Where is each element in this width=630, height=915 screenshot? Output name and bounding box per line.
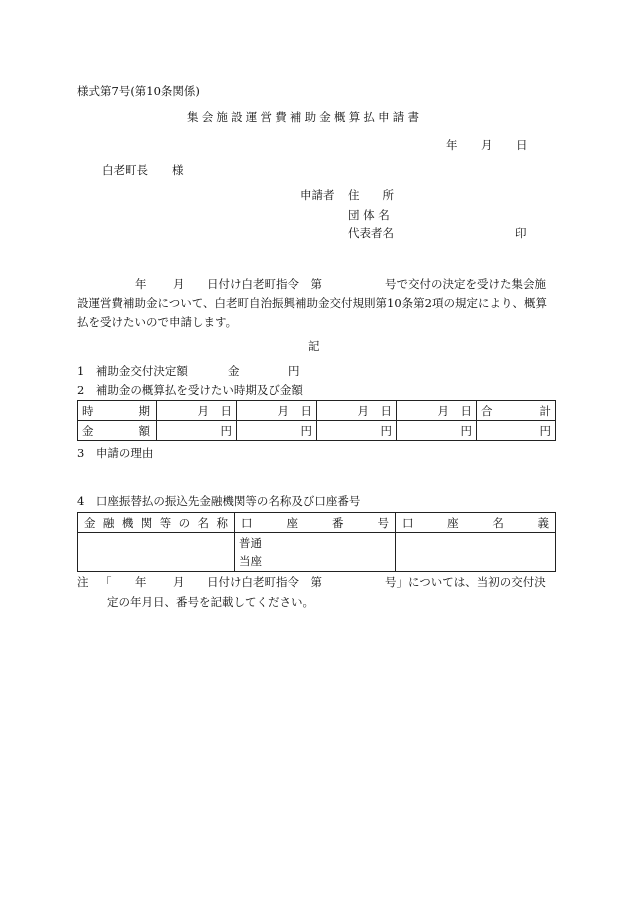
period-header-cell: 時 期 xyxy=(78,401,157,421)
bank-data-row xyxy=(78,533,556,572)
account-name-header: 口 座 名 義 xyxy=(396,513,556,533)
applicant-address-label: 住 所 xyxy=(348,188,394,202)
addressee-name: 白老町長 xyxy=(102,163,148,177)
note-line2: 定の年月日、番号を記載してください。 xyxy=(107,595,314,609)
bank-account-table xyxy=(77,512,556,572)
amount-cell: 円 xyxy=(237,421,317,441)
addressee-honorific: 様 xyxy=(172,163,184,177)
date-year-label: 年 xyxy=(446,138,458,152)
bank-name-cell xyxy=(78,533,235,572)
page-title: 集会施設運営費補助金概算払申請書 xyxy=(187,110,423,124)
period-cell: 月 日 xyxy=(397,401,477,421)
section1-yen: 円 xyxy=(288,364,300,378)
applicant-label: 申請者 xyxy=(300,188,335,202)
applicant-rep-label: 代表者名 xyxy=(348,226,394,240)
body-line1-middle: 日付け白老町指令 第 xyxy=(207,277,322,291)
account-number-header: 口 座 番 号 xyxy=(235,513,396,533)
ki-heading: 記 xyxy=(308,339,320,353)
amount-row xyxy=(78,421,556,441)
body-line3: 払を受けたいので申請します。 xyxy=(77,315,238,329)
account-type-touza: 当座 xyxy=(239,554,262,568)
note-month-label: 月 xyxy=(173,575,185,589)
amount-header-cell: 金 額 xyxy=(78,421,157,441)
section1-kin: 金 xyxy=(228,364,240,378)
body-year-label: 年 xyxy=(135,277,147,291)
total-header-cell: 合 計 xyxy=(477,401,556,421)
applicant-group-label: 団 体 名 xyxy=(348,208,390,222)
section2-label: 2 補助金の概算払を受けたい時期及び金額 xyxy=(77,383,303,397)
form-number: 様式第7号(第10条関係) xyxy=(77,84,200,98)
seal-mark: 印 xyxy=(515,226,527,240)
account-name-cell xyxy=(396,533,556,572)
amount-cell: 円 xyxy=(157,421,237,441)
body-line1-tail: 号で交付の決定を受けた集会施 xyxy=(385,277,546,291)
section3-label: 3 申請の理由 xyxy=(77,446,154,460)
note-middle: 日付け白老町指令 第 xyxy=(207,575,322,589)
note-prefix: 注 xyxy=(77,575,89,589)
body-month-label: 月 xyxy=(173,277,185,291)
section1-label: 1 補助金交付決定額 xyxy=(77,364,188,378)
amount-cell: 円 xyxy=(397,421,477,441)
total-amount-cell: 円 xyxy=(477,421,556,441)
period-cell: 月 日 xyxy=(317,401,397,421)
amount-cell: 円 xyxy=(317,421,397,441)
bank-header-row xyxy=(78,513,556,533)
bank-name-header: 金 融 機 関 等 の 名 称 xyxy=(78,513,235,533)
section4-label: 4 口座振替払の振込先金融機関等の名称及び口座番号 xyxy=(77,494,361,508)
account-type-cell xyxy=(235,533,396,572)
note-tail: 号」については、当初の交付決 xyxy=(385,575,546,589)
note-year-label: 年 xyxy=(135,575,147,589)
period-cell: 月 日 xyxy=(237,401,317,421)
note-open-bracket: 「 xyxy=(100,575,112,589)
period-row xyxy=(78,401,556,421)
account-type-futsu: 普通 xyxy=(239,536,262,550)
body-line2: 設運営費補助金について、白老町自治振興補助金交付規則第10条第2項の規定により、概算 xyxy=(77,296,547,310)
period-cell: 月 日 xyxy=(157,401,237,421)
date-day-label: 日 xyxy=(516,138,528,152)
date-month-label: 月 xyxy=(481,138,493,152)
period-amount-table xyxy=(77,400,556,441)
